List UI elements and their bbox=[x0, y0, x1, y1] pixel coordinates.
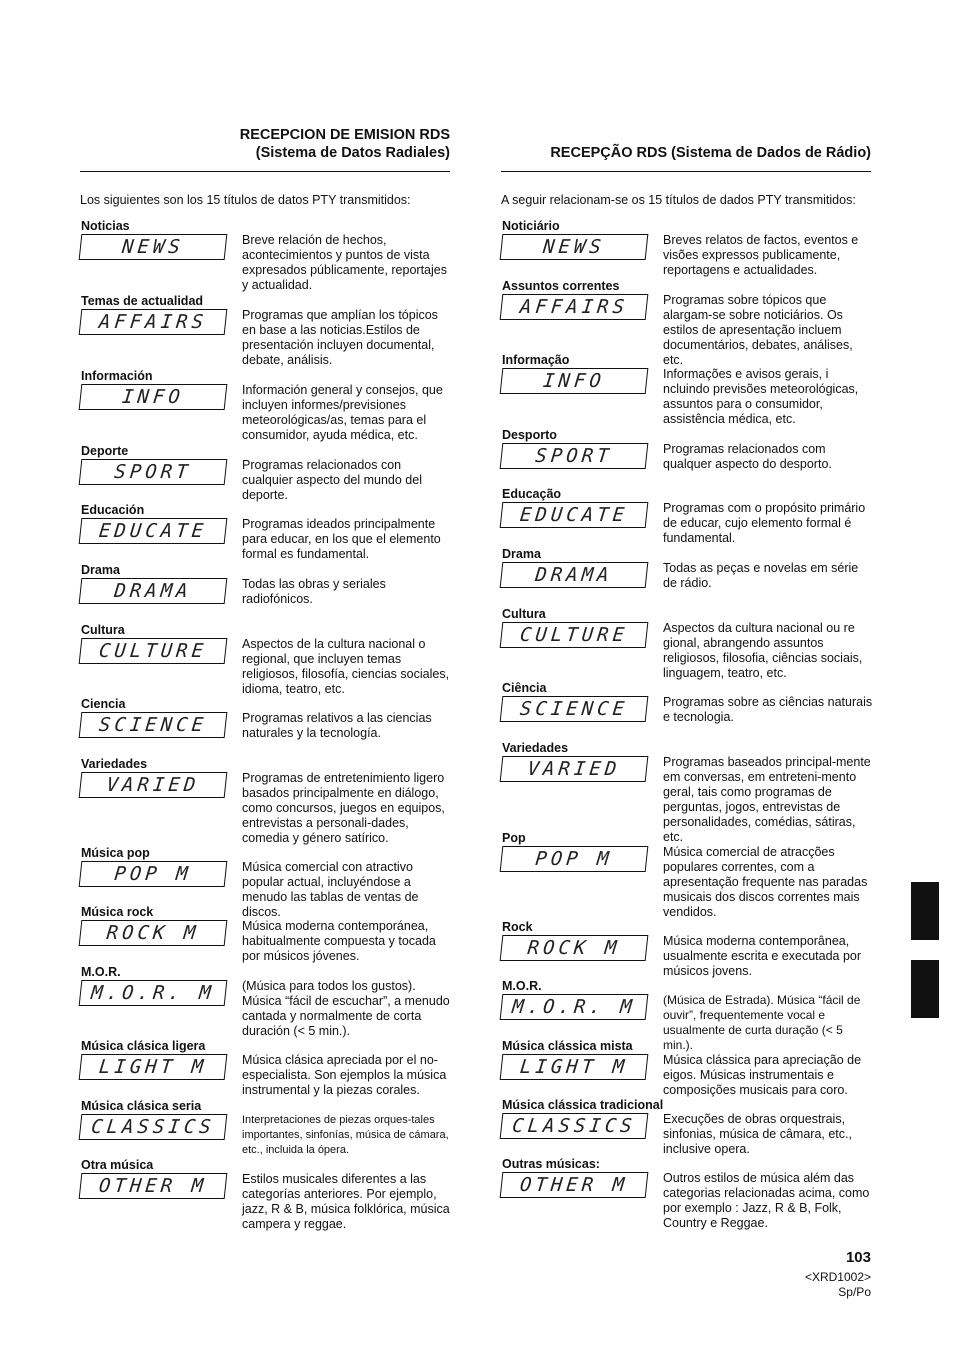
pty-label: Música pop bbox=[81, 846, 150, 860]
pty-lcd-display: VARIED bbox=[500, 756, 649, 782]
pty-description: Programas ideados principalmente para educar, en los que el elemento formal es fundamental. bbox=[242, 517, 441, 561]
pty-lcd-display: EDUCATE bbox=[79, 518, 228, 544]
pty-lcd-display: POP M bbox=[79, 861, 228, 887]
pty-label: Educación bbox=[81, 503, 145, 517]
portuguese-heading: RECEPÇÃO RDS (Sistema de Dados de Rádio) bbox=[550, 145, 871, 161]
pty-label: Ciencia bbox=[81, 697, 126, 711]
pty-lcd-display: M.O.R. M bbox=[500, 994, 649, 1020]
pty-lcd-display: DRAMA bbox=[79, 578, 228, 604]
pty-lcd-display: INFO bbox=[79, 384, 228, 410]
pty-description: (Música para todos los gustos). Música “fácil de escuchar”, a menudo cantada y normalmente de corta duración (< 5 min.). bbox=[242, 979, 450, 1038]
pty-lcd-display: CLASSICS bbox=[500, 1113, 649, 1139]
pty-lcd-display: NEWS bbox=[79, 234, 228, 260]
pty-description: Música moderna contemporánea, habitualmente compuesta y tocada por músicos jóvenes. bbox=[242, 919, 436, 963]
pty-lcd-display: AFFAIRS bbox=[79, 309, 228, 335]
pty-description: Programas com o propósito primário de educar, cujo elemento formal é fundamental. bbox=[663, 501, 866, 545]
pty-lcd-display: SCIENCE bbox=[500, 696, 649, 722]
pty-description: Música comercial de atracções populares correntes, com a apresentação frequente nas paradas musicais dos discos correntes mais vendidos. bbox=[663, 845, 868, 919]
pty-lcd-display: LIGHT M bbox=[79, 1054, 228, 1080]
pty-lcd-display: CULTURE bbox=[79, 638, 228, 664]
pty-label: Assuntos correntes bbox=[502, 279, 620, 293]
pty-lcd-display: AFFAIRS bbox=[500, 294, 649, 320]
pty-lcd-display: SPORT bbox=[500, 443, 649, 469]
pty-label: Otra música bbox=[81, 1158, 154, 1172]
pty-description: Estilos musicales diferentes a las categorías anteriores. Por ejemplo, jazz, R & B, música folklórica, música campera y reggae. bbox=[242, 1172, 450, 1231]
page-number: 103 bbox=[845, 1249, 871, 1266]
pty-lcd-display: CLASSICS bbox=[79, 1114, 228, 1140]
pty-lcd-display: OTHER M bbox=[79, 1173, 228, 1199]
pty-description: Programas baseados principal-mente em conversas, em entreteni-mento geral, tais como programas de perguntas, jogos, entrevistas de personalidades, comédias, sátiras, etc. bbox=[663, 755, 871, 844]
pty-label: Música clásica ligera bbox=[81, 1039, 206, 1053]
spanish-heading-rule bbox=[80, 171, 450, 172]
pty-lcd-display: ROCK M bbox=[500, 935, 649, 961]
pty-description: Información general y consejos, que incluyen informes/previsiones meteorológicas/as, temas para el consumidor, ayuda médica, etc. bbox=[242, 383, 443, 442]
pty-label: Temas de actualidad bbox=[81, 294, 204, 308]
pty-description: Breves relatos de factos, eventos e visões expressos publicamente, reportagens e actualidades. bbox=[663, 233, 859, 277]
pty-label: Drama bbox=[502, 547, 541, 561]
section-tab-lower bbox=[911, 960, 939, 1018]
pty-description: Música moderna contemporânea, usualmente escrita e executada por músicos jovens. bbox=[663, 934, 862, 978]
pty-lcd-display: DRAMA bbox=[500, 562, 649, 588]
portuguese-heading-rule bbox=[501, 171, 871, 172]
pty-label: Informação bbox=[502, 353, 570, 367]
spanish-heading-line1: RECEPCION DE EMISION RDS bbox=[239, 127, 450, 143]
pty-lcd-display: ROCK M bbox=[79, 920, 228, 946]
pty-label: Música rock bbox=[81, 905, 154, 919]
pty-description: Programas relacionados con cualquier aspecto del mundo del deporte. bbox=[242, 458, 422, 502]
pty-lcd-display: SCIENCE bbox=[79, 712, 228, 738]
pty-label: Variedades bbox=[502, 741, 569, 755]
pty-description: Informações e avisos gerais, i ncluindo previsões meteorológicas, assuntos para o consumidor, assistência médica, etc. bbox=[663, 367, 859, 426]
pty-description: Todas las obras y seriales radiofónicos. bbox=[242, 577, 386, 606]
pty-description: Programas de entretenimiento ligero basados principalmente en diálogo, como concursos, juegos en equipos, entrevistas a personali-dades, comedia y género satírico. bbox=[242, 771, 445, 845]
language-code: Sp/Po bbox=[838, 1285, 871, 1299]
pty-label: Noticiário bbox=[502, 219, 560, 233]
pty-description: Programas relacionados com qualquer aspecto do desporto. bbox=[663, 442, 832, 471]
pty-description: Outros estilos de música além das categorias relacionadas acima, como por exemplo : Jazz, R & B, Folk, Country e Reggae. bbox=[663, 1171, 870, 1230]
spanish-heading bbox=[80, 126, 450, 162]
pty-description: Programas que amplían los tópicos en base a las noticias.Estilos de presentación incluyen documental, debate, análisis. bbox=[242, 308, 438, 367]
pty-label: Cultura bbox=[81, 623, 125, 637]
pty-label: M.O.R. bbox=[502, 979, 542, 993]
pty-label: Deporte bbox=[81, 444, 129, 458]
pty-description: Aspectos de la cultura nacional o regional, que incluyen temas religiosos, filosofía, ciencias sociales, idioma, teatro, etc. bbox=[242, 637, 450, 696]
pty-description: Música clásica apreciada por el no-especialista. Son ejemplos la música instrumental y la piezas corales. bbox=[242, 1053, 447, 1097]
portuguese-intro: A seguir relacionam-se os 15 títulos de dados PTY transmitidos: bbox=[501, 193, 856, 207]
pty-label: Música clássica tradicional bbox=[502, 1098, 664, 1112]
pty-description: (Música de Estrada). Música “fácil de ouvir”, frequentemente vocal e usualmente de curta duração (< 5 min.). bbox=[663, 993, 861, 1052]
pty-label: Educação bbox=[502, 487, 562, 501]
pty-description: Todas as peças e novelas em série de rádio. bbox=[663, 561, 859, 590]
pty-lcd-display: OTHER M bbox=[500, 1172, 649, 1198]
pty-label: Cultura bbox=[502, 607, 546, 621]
spanish-heading-line2: (Sistema de Datos Radiales) bbox=[255, 145, 450, 161]
pty-description: Programas relativos a las ciencias naturales y la tecnología. bbox=[242, 711, 432, 740]
pty-lcd-display: M.O.R. M bbox=[79, 980, 228, 1006]
pty-label: Pop bbox=[502, 831, 526, 845]
pty-label: Música clásica seria bbox=[81, 1099, 202, 1113]
pty-lcd-display: LIGHT M bbox=[500, 1054, 649, 1080]
pty-description: Interpretaciones de piezas orques-tales importantes, sinfonías, música de cámara, etc., incluida la ópera. bbox=[242, 1114, 449, 1156]
pty-label: Información bbox=[81, 369, 153, 383]
pty-description: Programas sobre as ciências naturais e tecnologia. bbox=[663, 695, 873, 724]
pty-label: Rock bbox=[502, 920, 533, 934]
pty-description: Execuções de obras orquestrais, sinfonias, música de câmara, etc., inclusive opera. bbox=[663, 1112, 852, 1156]
pty-lcd-display: SPORT bbox=[79, 459, 228, 485]
pty-label: Drama bbox=[81, 563, 120, 577]
pty-lcd-display: EDUCATE bbox=[500, 502, 649, 528]
pty-lcd-display: INFO bbox=[500, 368, 649, 394]
pty-description: Breve relación de hechos, acontecimientos y puntos de vista expresados públicamente, reportajes y actualidad. bbox=[242, 233, 447, 292]
pty-label: Noticias bbox=[81, 219, 130, 233]
spanish-intro: Los siguientes son los 15 títulos de datos PTY transmitidos: bbox=[80, 193, 411, 207]
pty-description: Música clássica para apreciação de eigos. Músicas instrumentais e composições musicais para coro. bbox=[663, 1053, 862, 1097]
pty-lcd-display: CULTURE bbox=[500, 622, 649, 648]
pty-label: Música clássica mista bbox=[502, 1039, 633, 1053]
pty-label: M.O.R. bbox=[81, 965, 121, 979]
pty-lcd-display: NEWS bbox=[500, 234, 649, 260]
pty-label: Desporto bbox=[502, 428, 557, 442]
document-code: <XRD1002> bbox=[804, 1270, 871, 1284]
pty-description: Aspectos da cultura nacional ou re gional, abrangendo assuntos religiosos, filosofia, ciências sociais, linguagem, teatro, etc. bbox=[663, 621, 863, 680]
pty-label: Variedades bbox=[81, 757, 148, 771]
pty-lcd-display: VARIED bbox=[79, 772, 228, 798]
pty-description: Música comercial con atractivo popular actual, incluyéndose a menudo las tablas de ventas de discos. bbox=[242, 860, 419, 919]
section-tab-upper bbox=[911, 882, 939, 940]
pty-label: Ciência bbox=[502, 681, 547, 695]
pty-description: Programas sobre tópicos que alargam-se sobre noticiários. Os estilos de apresentação incluem documentários, debates, análises, etc. bbox=[663, 293, 853, 367]
pty-lcd-display: POP M bbox=[500, 846, 649, 872]
pty-label: Outras músicas: bbox=[502, 1157, 600, 1171]
